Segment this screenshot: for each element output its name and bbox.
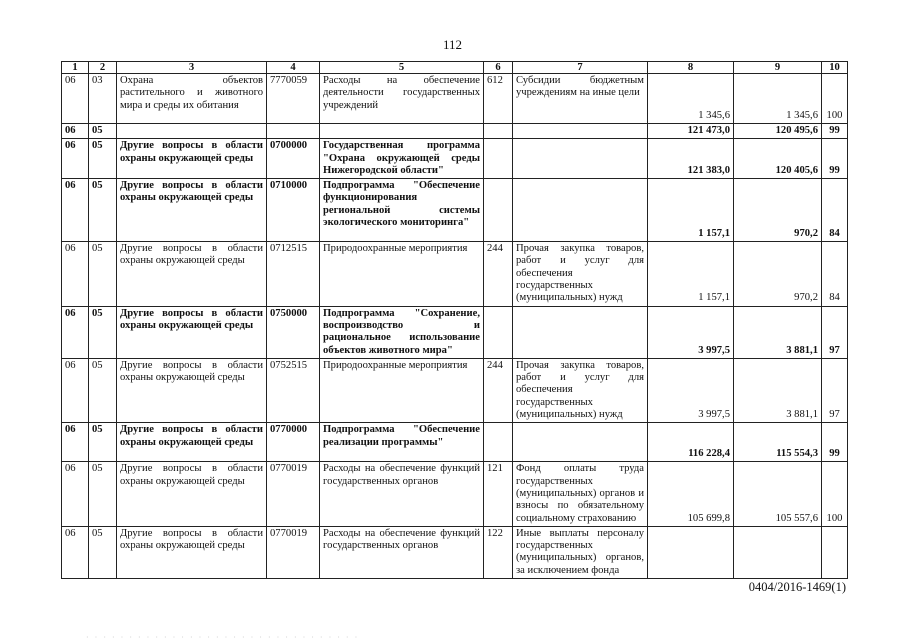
executed-amount: 3 881,1 (734, 306, 822, 358)
target-code: 0750000 (267, 306, 320, 358)
table-row (62, 462, 848, 526)
expense-kind-code: 244 (484, 358, 513, 422)
table-row (62, 423, 848, 462)
expense-kind-code: 244 (484, 242, 513, 306)
executed-amount: 3 881,1 (734, 358, 822, 422)
subsection-code: 03 (89, 74, 117, 124)
planned-amount: 121 473,0 (648, 124, 734, 139)
target-code (267, 124, 320, 139)
planned-amount: 116 228,4 (648, 423, 734, 462)
subsection-code: 05 (89, 306, 117, 358)
column-number: 1 (62, 62, 89, 74)
target-name: Расходы на обеспечение деятельности государственных учреждений (320, 74, 484, 124)
target-name: Расходы на обеспечение функций государственных органов (320, 462, 484, 526)
expense-kind-code (484, 124, 513, 139)
column-number: 2 (89, 62, 117, 74)
subsection-code: 05 (89, 242, 117, 306)
column-number: 10 (822, 62, 848, 74)
expense-kind-code: 612 (484, 74, 513, 124)
expense-kind-name: Иные выплаты персоналу государственных (муниципальных) органов, за исключением фонда (513, 526, 648, 578)
expense-kind-code: 121 (484, 462, 513, 526)
section-name: Другие вопросы в области охраны окружающей среды (117, 242, 267, 306)
subsection-code: 05 (89, 462, 117, 526)
target-name: Расходы на обеспечение функций государственных органов (320, 526, 484, 578)
expense-kind-name (513, 423, 648, 462)
expense-kind-name (513, 139, 648, 179)
target-name (320, 124, 484, 139)
executed-amount: 970,2 (734, 242, 822, 306)
planned-amount (648, 526, 734, 578)
planned-amount: 1 157,1 (648, 242, 734, 306)
section-name: Другие вопросы в области охраны окружающей среды (117, 139, 267, 179)
execution-percent: 97 (822, 358, 848, 422)
target-code: 0770000 (267, 423, 320, 462)
planned-amount: 105 699,8 (648, 462, 734, 526)
table-row (62, 179, 848, 242)
column-number: 3 (117, 62, 267, 74)
section-code: 06 (62, 306, 89, 358)
target-code: 0770019 (267, 526, 320, 578)
target-name: Природоохранные мероприятия (320, 242, 484, 306)
target-code: 0710000 (267, 179, 320, 242)
column-number: 7 (513, 62, 648, 74)
execution-percent: 84 (822, 242, 848, 306)
execution-percent: 100 (822, 74, 848, 124)
executed-amount: 1 345,6 (734, 74, 822, 124)
executed-amount: 970,2 (734, 179, 822, 242)
table-row (62, 74, 848, 124)
execution-percent: 99 (822, 139, 848, 179)
expense-kind-code (484, 139, 513, 179)
executed-amount: 115 554,3 (734, 423, 822, 462)
document-id: 0404/2016-1469(1) (748, 580, 846, 594)
section-code: 06 (62, 242, 89, 306)
executed-amount: 120 405,6 (734, 139, 822, 179)
section-name: Другие вопросы в области охраны окружающей среды (117, 179, 267, 242)
expense-kind-name (513, 179, 648, 242)
target-name: Подпрограмма "Обеспечение функционирования региональной системы экологического мониторинга" (320, 179, 484, 242)
section-name: Другие вопросы в области охраны окружающей среды (117, 462, 267, 526)
column-number: 5 (320, 62, 484, 74)
expense-kind-code (484, 306, 513, 358)
section-code: 06 (62, 358, 89, 422)
execution-percent: 97 (822, 306, 848, 358)
execution-percent (822, 526, 848, 578)
target-code: 0752515 (267, 358, 320, 422)
section-code: 06 (62, 526, 89, 578)
target-code: 0700000 (267, 139, 320, 179)
column-numbers-row (62, 62, 848, 74)
table-row (62, 139, 848, 179)
expense-kind-code (484, 423, 513, 462)
section-code: 06 (62, 139, 89, 179)
target-name: Природоохранные мероприятия (320, 358, 484, 422)
column-number: 4 (267, 62, 320, 74)
target-name: Государственная программа "Охрана окружающей среды Нижегородской области" (320, 139, 484, 179)
expense-kind-name: Фонд оплаты труда государственных (муниципальных) органов и взносы по обязательному социальному страхованию (513, 462, 648, 526)
section-name: Охрана объектов растительного и животного мира и среды их обитания (117, 74, 267, 124)
execution-percent: 99 (822, 124, 848, 139)
executed-amount: 105 557,6 (734, 462, 822, 526)
expense-kind-name: Прочая закупка товаров, работ и услуг для обеспечения государственных (муниципальных) нужд (513, 358, 648, 422)
target-name: Подпрограмма "Сохранение, воспроизводство и рациональное использование объектов животного мира" (320, 306, 484, 358)
table-row (62, 306, 848, 358)
section-code: 06 (62, 179, 89, 242)
planned-amount: 3 997,5 (648, 306, 734, 358)
budget-table (61, 61, 848, 579)
section-name: Другие вопросы в области охраны окружающей среды (117, 358, 267, 422)
target-code: 0712515 (267, 242, 320, 306)
execution-percent: 100 (822, 462, 848, 526)
section-name: Другие вопросы в области охраны окружающей среды (117, 306, 267, 358)
target-code: 0770019 (267, 462, 320, 526)
section-code: 06 (62, 462, 89, 526)
subsection-code: 05 (89, 358, 117, 422)
section-name: Другие вопросы в области охраны окружающей среды (117, 423, 267, 462)
expense-kind-name (513, 124, 648, 139)
subsection-code: 05 (89, 124, 117, 139)
subsection-code: 05 (89, 179, 117, 242)
executed-amount: 120 495,6 (734, 124, 822, 139)
expense-kind-name: Прочая закупка товаров, работ и услуг для обеспечения государственных (муниципальных) нужд (513, 242, 648, 306)
column-number: 9 (734, 62, 822, 74)
table-row (62, 526, 848, 578)
expense-kind-name (513, 306, 648, 358)
planned-amount: 1 345,6 (648, 74, 734, 124)
target-code: 7770059 (267, 74, 320, 124)
faint-footer-text: · · · · · · · · · · · · · · · · · · · · · · · · · · · · · · · · (86, 633, 360, 642)
execution-percent: 99 (822, 423, 848, 462)
executed-amount (734, 526, 822, 578)
execution-percent: 84 (822, 179, 848, 242)
section-code: 06 (62, 124, 89, 139)
table-row (62, 242, 848, 306)
expense-kind-name: Субсидии бюджетным учреждениям на иные цели (513, 74, 648, 124)
planned-amount: 3 997,5 (648, 358, 734, 422)
column-number: 6 (484, 62, 513, 74)
section-name: Другие вопросы в области охраны окружающей среды (117, 526, 267, 578)
section-name (117, 124, 267, 139)
planned-amount: 1 157,1 (648, 179, 734, 242)
subsection-code: 05 (89, 423, 117, 462)
target-name: Подпрограмма "Обеспечение реализации программы" (320, 423, 484, 462)
subsection-code: 05 (89, 139, 117, 179)
column-number: 8 (648, 62, 734, 74)
page-number: 112 (442, 37, 463, 52)
section-code: 06 (62, 74, 89, 124)
subsection-code: 05 (89, 526, 117, 578)
expense-kind-code: 122 (484, 526, 513, 578)
table-row (62, 358, 848, 422)
planned-amount: 121 383,0 (648, 139, 734, 179)
table-row (62, 124, 848, 139)
expense-kind-code (484, 179, 513, 242)
section-code: 06 (62, 423, 89, 462)
